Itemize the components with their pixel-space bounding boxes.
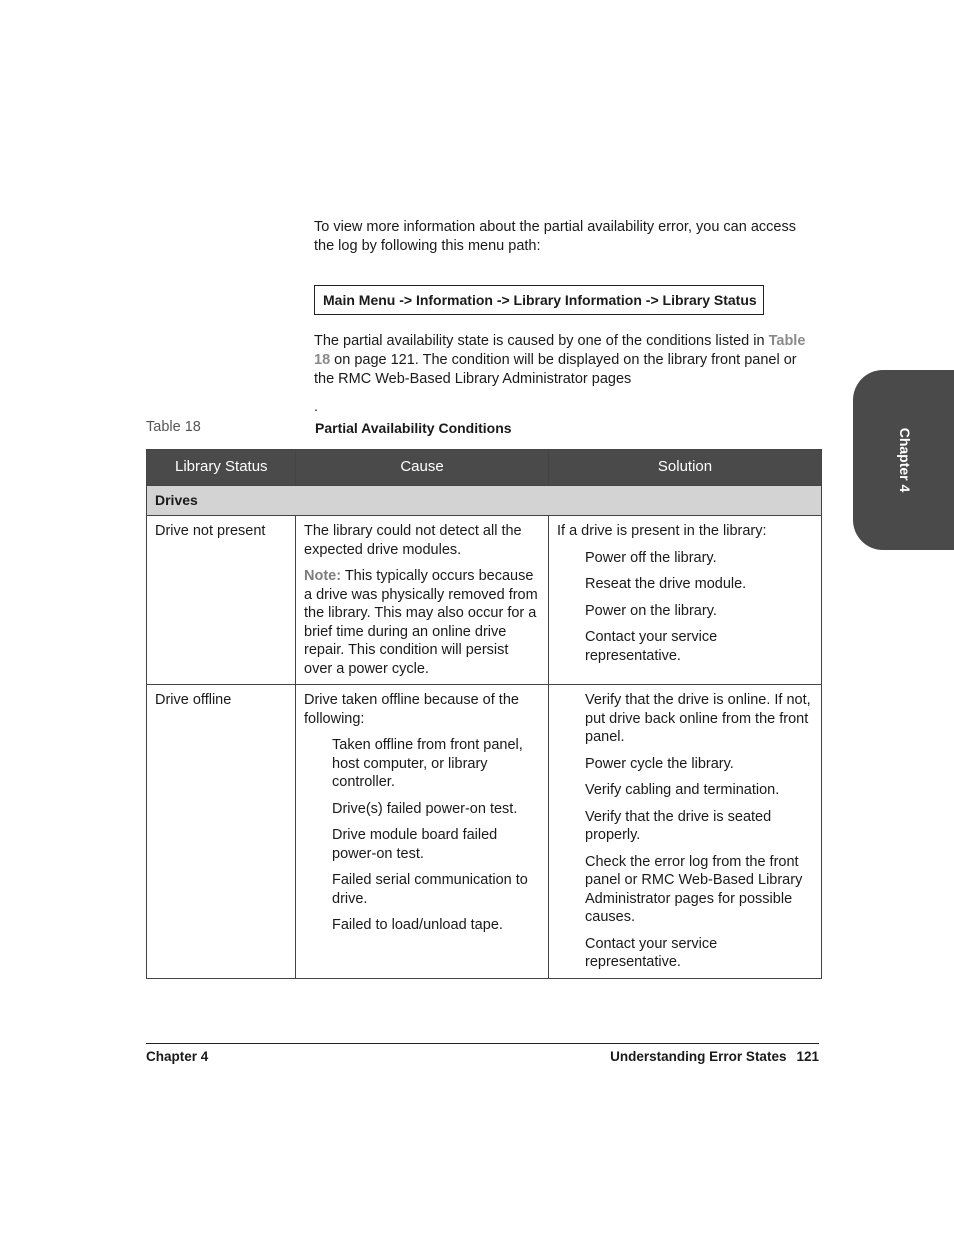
solution-step: Contact your service representative. <box>585 629 718 664</box>
section-row-drives <box>147 486 822 516</box>
cause-item: Taken offline from front panel, host computer, or library controller. <box>332 737 523 790</box>
solution-step: Power on the library. <box>585 602 717 619</box>
menu-path-box: Main Menu -> Information -> Library Information -> Library Status <box>314 285 764 315</box>
cause-cell <box>296 516 549 685</box>
para-text-before: The partial availability state is caused by one of the conditions listed in <box>314 333 769 349</box>
table-row <box>147 685 822 979</box>
solution-intro: If a drive is present in the library: <box>557 523 767 539</box>
solution-step: Power cycle the library. <box>585 755 734 772</box>
table-number: Table 18 <box>146 419 201 435</box>
footer-divider <box>146 1043 819 1044</box>
status-cell: Drive not present <box>147 516 296 685</box>
note-text: This typically occurs because a drive was physically removed from the library. This may also occur for a brief time during an online drive repair. This condition will persist over a power cycle. <box>304 568 538 677</box>
footer-running-title <box>610 1049 819 1064</box>
cause-item: Failed serial communication to drive. <box>332 872 528 907</box>
table-header-row <box>147 450 822 486</box>
table-reference-link[interactable]: Table 18 <box>314 333 806 368</box>
cause-cell <box>296 685 549 979</box>
intro-paragraph: To view more information about the partial availability error, you can access the log by following this menu path: <box>314 219 796 254</box>
solution-step: Power off the library. <box>585 549 717 566</box>
solution-step: Contact your service representative. <box>585 935 718 970</box>
status-cell: Drive offline <box>147 685 296 979</box>
cause-intro: Drive taken offline because of the following: <box>304 692 519 727</box>
stray-period: . <box>314 398 318 414</box>
solution-step: Reseat the drive module. <box>585 576 747 592</box>
footer-chapter: Chapter 4 <box>146 1049 209 1064</box>
solution-step: Check the error log from the front panel or RMC Web-Based Library Administrator pages for possible causes. <box>585 853 803 925</box>
solution-cell <box>549 685 822 979</box>
partial-availability-table <box>146 449 822 979</box>
cause-item: Drive(s) failed power-on test. <box>332 800 518 817</box>
cause-item: Failed to load/unload tape. <box>332 917 503 933</box>
solution-step: Verify that the drive is online. If not, put drive back online from the front panel. <box>585 692 811 745</box>
header-solution: Solution <box>549 450 822 486</box>
page-number: 121 <box>796 1049 819 1064</box>
header-library-status: Library Status <box>147 450 296 486</box>
solution-step: Verify cabling and termination. <box>585 782 780 798</box>
cause-note <box>304 567 540 678</box>
para-text-after: on page 121. The condition will be displayed on the library front panel or the RMC Web-Based Library Administrator pages <box>314 352 797 387</box>
cause-item: Drive module board failed power-on test. <box>332 827 498 862</box>
footer-title: Understanding Error States <box>610 1049 787 1064</box>
conditions-paragraph <box>314 332 819 389</box>
solution-cell <box>549 516 822 685</box>
chapter-side-tab-label: Chapter 4 <box>897 427 913 493</box>
note-label: Note: <box>304 568 342 584</box>
table-title: Partial Availability Conditions <box>315 420 512 436</box>
section-label: Drives <box>147 486 822 516</box>
cause-intro: The library could not detect all the expected drive modules. <box>304 523 522 558</box>
table-row <box>147 516 822 685</box>
header-cause: Cause <box>296 450 549 486</box>
solution-step: Verify that the drive is seated properly. <box>585 808 772 843</box>
